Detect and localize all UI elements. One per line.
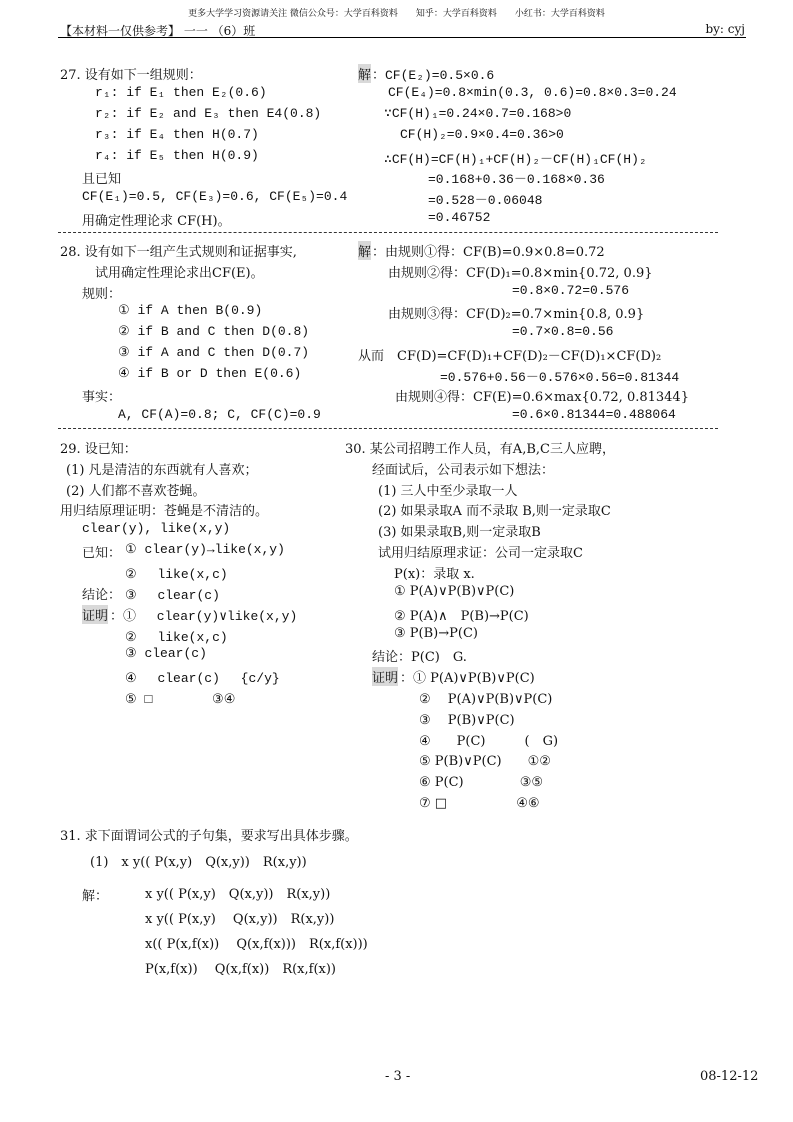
q28-rule-3: ③ if A and C then D(0.7)	[118, 345, 310, 360]
q31-step-3: x(( P(x,f(x)) Q(x,f(x))) R(x,f(x)))	[145, 937, 368, 952]
q27-sol-7: =0.528－0.06048	[428, 193, 543, 208]
q27-sol-6: =0.168+0.36－0.168×0.36	[428, 172, 605, 187]
q30-proof-6: ⑥ P(C) ③⑤	[419, 775, 544, 790]
q29-proof-1: ：① clear(y)∨like(x,y)	[110, 609, 298, 624]
q30-line-5: 试用归结原理求证：公司一定录取C	[378, 546, 583, 561]
q30-proof-2: ② P(A)∨P(B)∨P(C)	[419, 692, 553, 707]
top-banner: 更多大学学习资源请关注 微信公众号：大学百科资料 知乎：大学百科资料 小红书：大学百科资料	[188, 9, 605, 19]
header-rule	[58, 37, 746, 38]
q30-line-6: P(x)：录取 x.	[394, 567, 475, 582]
q27-rule-1: r₁: if E₁ then E₂(0.6)	[95, 85, 267, 100]
q28-sol-2: 由规则②得：CF(D)₁=0.8×min{0.72, 0.9}	[388, 266, 653, 281]
q27-sol-3: ∵CF(H)₁=0.24×0.7=0.168>0	[384, 106, 572, 121]
q27-rule-4: r₄: if E₅ then H(0.9)	[95, 148, 259, 163]
q29-proof-5: ⑤ □ ③④	[125, 692, 236, 707]
q28-sol-5: =0.7×0.8=0.56	[512, 324, 614, 339]
q28-rules-label: 规则：	[82, 287, 122, 302]
q29-line-2: (2) 人们都不喜欢苍蝇。	[66, 484, 206, 499]
q31-step-2: x y(( P(x,y) Q(x,y)) R(x,y))	[145, 912, 335, 927]
q29-known-label: 已知：	[82, 546, 122, 561]
q28-sol-8: 由规则④得：CF(E)=0.6×max{0.72, 0.81344}	[395, 390, 689, 405]
q30-concl: 结论：P(C) G.	[372, 650, 467, 665]
q31-step-4: P(x,f(x)) Q(x,f(x)) R(x,f(x))	[145, 962, 337, 977]
q30-line-9: ③ P(B)→P(C)	[394, 626, 478, 641]
q29-title: 29. 设已知：	[60, 442, 137, 457]
q29-proof-3: ③ clear(c)	[125, 646, 207, 661]
q27-ask: 用确定性理论求 CF(H)。	[82, 214, 231, 229]
q28-solution-label: 解	[358, 241, 371, 260]
q29-proof-4: ④ clear(c) {c/y}	[125, 671, 280, 686]
q29-proof-label: 证明	[82, 605, 108, 624]
q28-sol-4: 由规则③得：CF(D)₂=0.7×min{0.8, 0.9}	[388, 307, 645, 322]
q28-rule-1: ① if A then B(0.9)	[118, 303, 263, 318]
divider	[58, 232, 718, 233]
q27-sol-5: ∴CF(H)=CF(H)₁+CF(H)₂－CF(H)₁CF(H)₂	[384, 152, 647, 167]
q27-sol-2: CF(E₄)=0.8×min(0.3, 0.6)=0.8×0.3=0.24	[388, 85, 677, 100]
q28-sol-3: =0.8×0.72=0.576	[512, 283, 630, 298]
q31-title: 31. 求下面谓词公式的子句集，要求写出具体步骤。	[60, 829, 358, 844]
q30-proof-5: ⑤ P(B)∨P(C) ①②	[419, 754, 551, 769]
q30-line-1: 经面试后，公司表示如下想法：	[372, 463, 555, 478]
q30-line-3: (2) 如果录取A 而不录取 B,则一定录取C	[378, 504, 611, 519]
q29-line-3: 用归结原理证明：苍蝇是不清洁的。	[60, 504, 269, 519]
q31-step-1: x y(( P(x,y) Q(x,y)) R(x,y))	[145, 887, 331, 902]
q28-sol-7: =0.576+0.56－0.576×0.56=0.81344	[440, 370, 680, 385]
q29-known-1: ① clear(y)→like(x,y)	[125, 542, 285, 557]
q30-proof-4: ④ P(C) ( G)	[419, 734, 559, 749]
q29-concl: ③ clear(c)	[125, 588, 220, 603]
q30-line-2: (1) 三人中至少录取一人	[378, 484, 518, 499]
q27-known-values: CF(E₁)=0.5, CF(E₃)=0.6, CF(E₅)=0.4	[82, 189, 348, 204]
q30-proof-7: ⑦ □ ④⑥	[419, 796, 540, 811]
q29-line-1: (1) 凡是清洁的东西就有人喜欢；	[66, 463, 258, 478]
q29-known-2: ② like(x,c)	[125, 567, 228, 582]
q27-sol-8: =0.46752	[428, 210, 491, 225]
q30-line-4: (3) 如果录取B,则一定录取B	[378, 525, 541, 540]
q31-formula: (1) x y(( P(x,y) Q(x,y)) R(x,y))	[90, 855, 307, 870]
divider	[58, 428, 718, 429]
q29-proof-2: ② like(x,c)	[125, 630, 228, 645]
q27-rule-2: r₂: if E₂ and E₃ then E4(0.8)	[95, 106, 322, 121]
q30-line-8: ② P(A)∧ P(B)→P(C)	[394, 609, 529, 624]
q29-line-4: clear(y), like(x,y)	[82, 521, 231, 536]
q30-title: 30. 某公司招聘工作人员，有A,B,C三人应聘，	[345, 442, 615, 457]
q28-sol-6: 从而 CF(D)=CF(D)₁+CF(D)₂－CF(D)₁×CF(D)₂	[358, 349, 662, 364]
q30-proof-1: ：① P(A)∨P(B)∨P(C)	[400, 671, 535, 686]
footer-date: 08-12-12	[700, 1069, 759, 1084]
q27-title: 27. 设有如下一组规则：	[60, 68, 202, 83]
q27-known-label: 且已知	[82, 172, 122, 187]
q29-concl-label: 结论：	[82, 588, 122, 603]
q30-proof-label: 证明	[372, 667, 398, 686]
q27-rule-3: r₃: if E₄ then H(0.7)	[95, 127, 259, 142]
q28-rule-4: ④ if B or D then E(0.6)	[118, 366, 302, 381]
page-number: - 3 -	[385, 1069, 411, 1084]
q28-rule-2: ② if B and C then D(0.8)	[118, 324, 310, 339]
header-left: 【本材料一仅供参考】 一一 （6）班	[60, 24, 256, 38]
q27-sol-4: CF(H)₂=0.9×0.4=0.36>0	[400, 127, 564, 142]
header-right: by: cyj	[705, 22, 745, 36]
q28-title-2: 试用确定性理论求出CF(E)。	[95, 266, 264, 281]
q28-facts: A, CF(A)=0.8; C, CF(C)=0.9	[118, 407, 321, 422]
q31-solution-label: 解：	[82, 889, 109, 904]
q30-proof-3: ③ P(B)∨P(C)	[419, 713, 515, 728]
q28-facts-label: 事实：	[82, 390, 122, 405]
q28-title: 28. 设有如下一组产生式规则和证据事实,	[60, 245, 297, 260]
q27-sol-1: ：CF(E₂)=0.5×0.6	[372, 68, 495, 83]
q28-sol-9: =0.6×0.81344=0.488064	[512, 407, 676, 422]
q28-sol-1: ：由规则①得：CF(B)=0.9×0.8=0.72	[372, 245, 605, 260]
q30-line-7: ① P(A)∨P(B)∨P(C)	[394, 584, 515, 599]
q27-solution-label: 解	[358, 64, 371, 83]
